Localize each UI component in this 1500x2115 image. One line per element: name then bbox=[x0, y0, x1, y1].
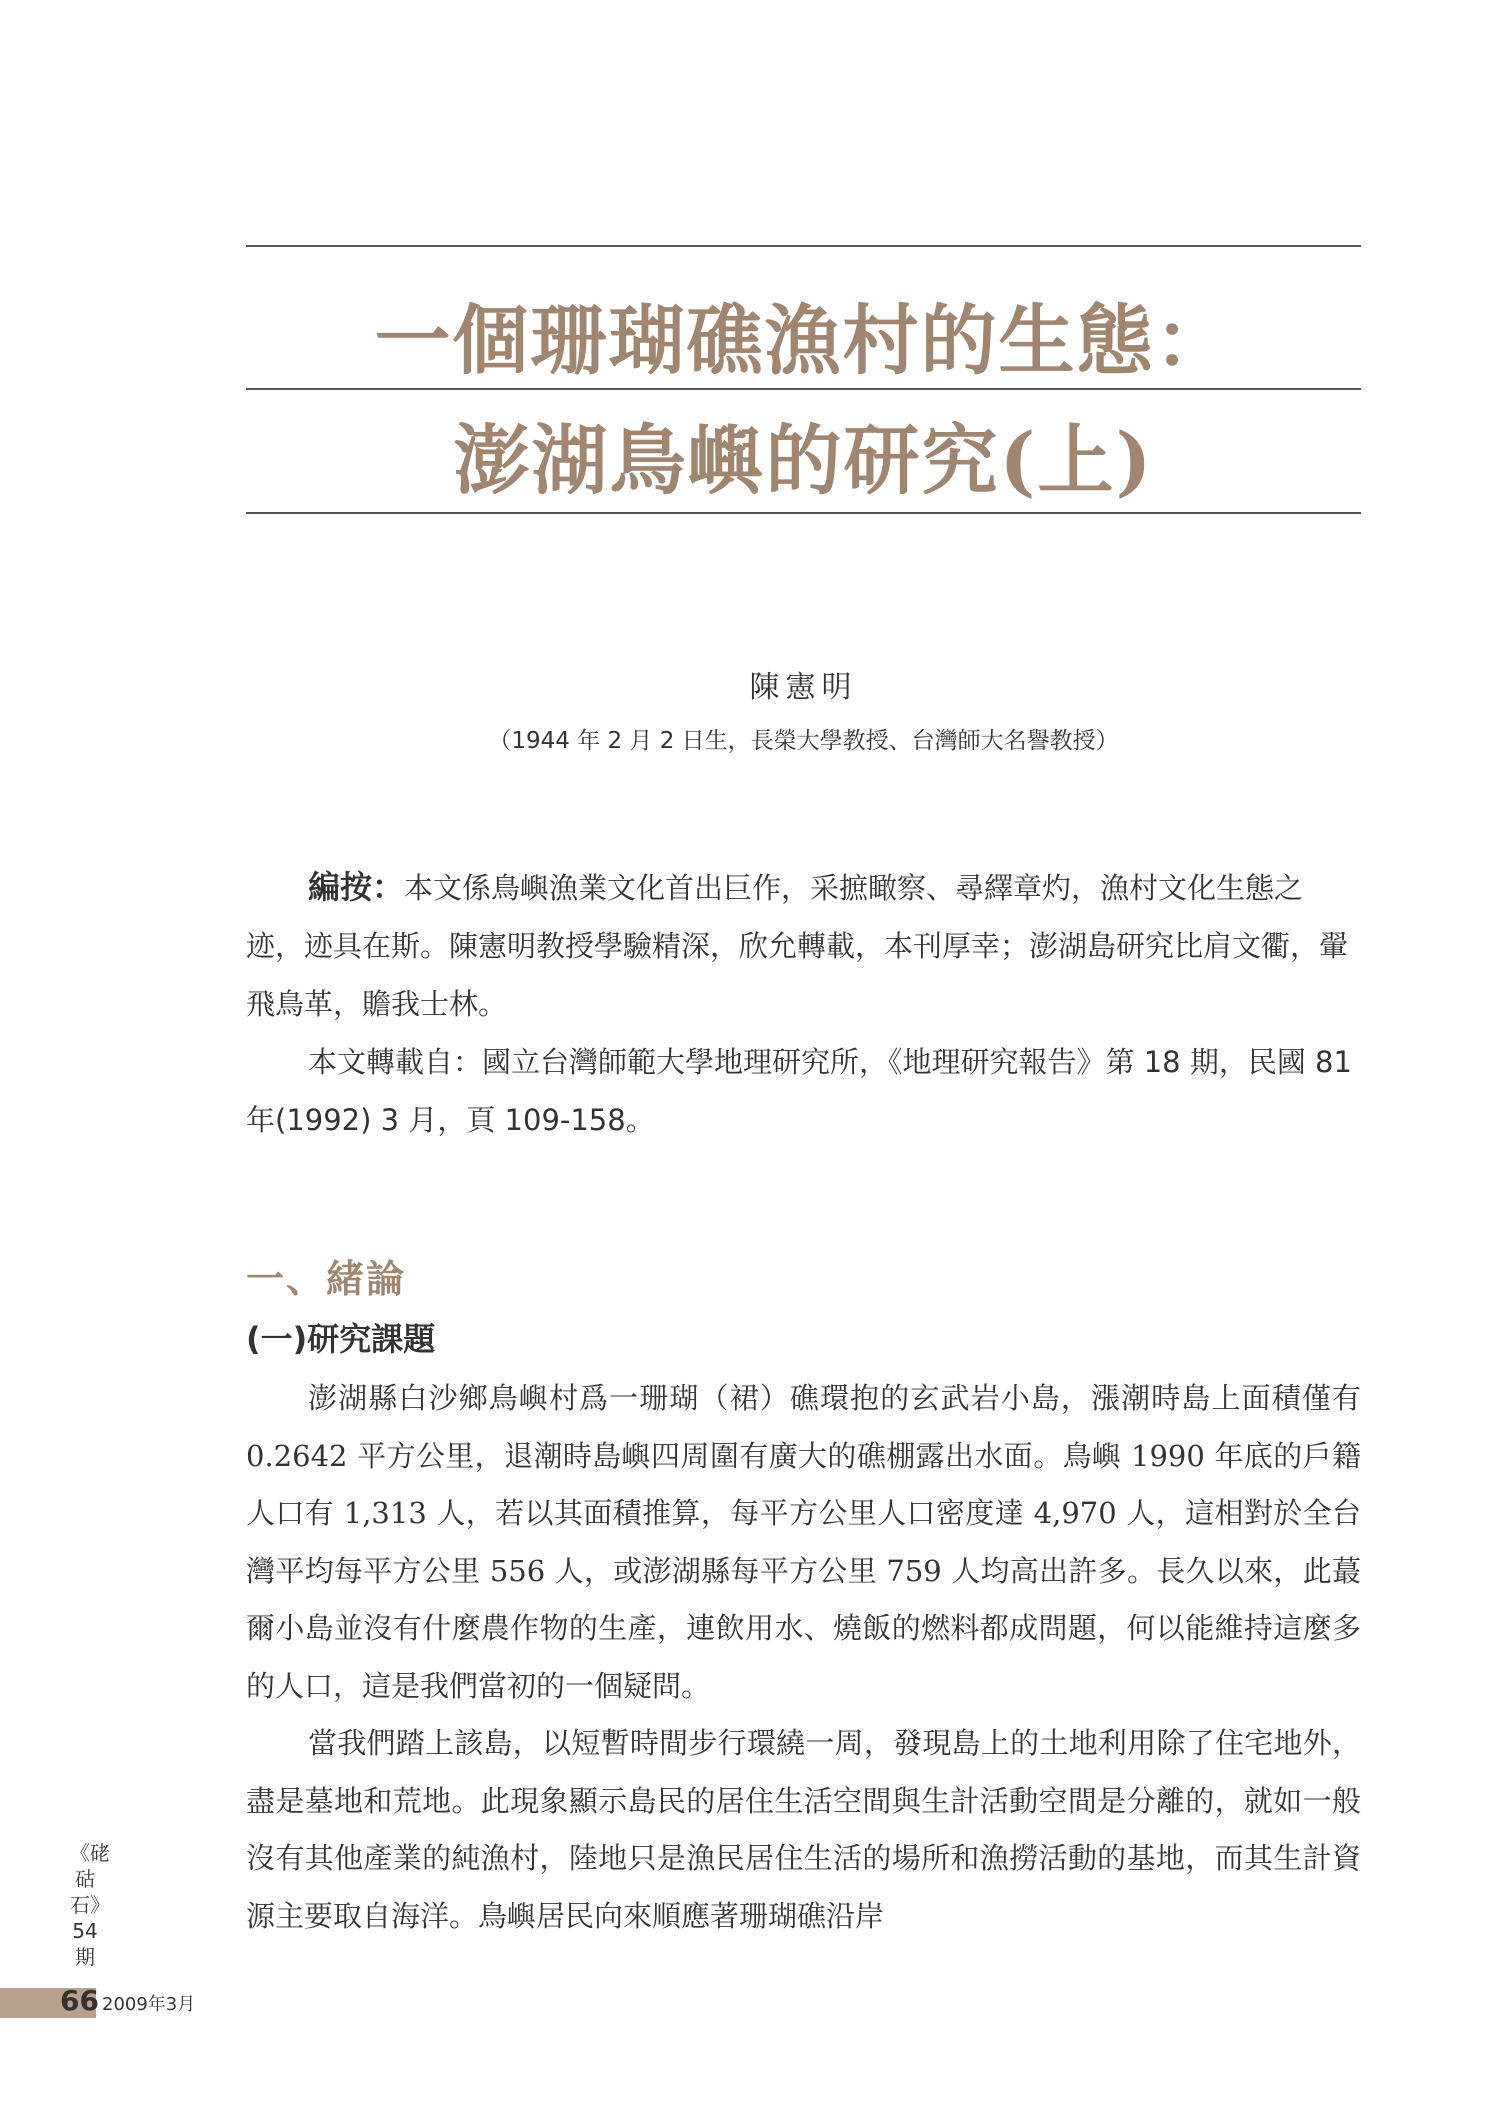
title-line-1: 一個珊瑚礁漁村的生態： bbox=[374, 296, 1233, 385]
title-bottom-rule bbox=[246, 512, 1361, 514]
editor-note-paragraph bbox=[246, 858, 1361, 1033]
title-top-rule bbox=[246, 245, 1361, 247]
journal-name: 《硓𥑮石》54期 bbox=[70, 1841, 110, 1969]
section-heading: 一、緒論 bbox=[246, 1257, 407, 1301]
author-note: （1944 年 2 月 2 日生，長榮大學教授、台灣師大名譽教授） bbox=[488, 728, 1119, 754]
editor-note-text: 本文係鳥嶼漁業文化首出巨作，采摭瞰察、尋繹章灼，漁村文化生態之迹，迹具在斯。陳憲明教授學驗精深，欣允轉載，本刊厚幸；澎湖島研究比肩文衢，翬飛鳥革，贍我士林。 bbox=[246, 871, 1349, 1021]
reprint-note: 本文轉載自：國立台灣師範大學地理研究所，《地理研究報告》第 18 期，民國 81 年(1992) 3 月，頁 109-158。 bbox=[246, 1045, 1352, 1137]
body-text bbox=[246, 1370, 1361, 1945]
body-paragraph-2: 當我們踏上該島，以短暫時間步行環繞一周，發現島上的土地利用除了住宅地外，盡是墓地和荒地。此現象顯示島民的居住生活空間與生計活動空間是分離的，就如一般沒有其他產業的純漁村，陸地只是漁民居住生活的場所和漁撈活動的基地，而其生計資源主要取自海洋。鳥嶼居民向來順應著珊瑚礁沿岸 bbox=[246, 1726, 1361, 1933]
editor-note bbox=[246, 858, 1361, 1149]
title-line-2: 澎湖鳥嶼的研究(上) bbox=[453, 416, 1154, 505]
body-paragraph-1: 澎湖縣白沙鄉鳥嶼村爲一珊瑚（裙）礁環抱的玄武岩小島，漲潮時島上面積僅有 0.2642 平方公里，退潮時島嶼四周圍有廣大的礁棚露出水面。鳥嶼 1990 年底的戶籍人口有 1,313 人，若以其面積推算，每平方公里人口密度達 4,970 人，這相對於全台灣平均每平方公里 556 人，或澎湖縣每平方公里 759 人均高出許多。長久以來，此蕞爾小島並沒有什麼農作物的生產，連飲用水、燒飯的燃料都成問題，何以能維持這麼多的人口，這是我們當初的一個疑問。 bbox=[246, 1381, 1361, 1703]
issue-date: 2009年3月 bbox=[102, 1994, 196, 2015]
page-number: 66 bbox=[60, 1984, 99, 2017]
author-name: 陳憲明 bbox=[749, 670, 858, 705]
title-middle-rule bbox=[246, 388, 1361, 390]
sub-heading: (一)研究課題 bbox=[246, 1320, 436, 1358]
editor-note-label: 編按： bbox=[308, 868, 405, 906]
